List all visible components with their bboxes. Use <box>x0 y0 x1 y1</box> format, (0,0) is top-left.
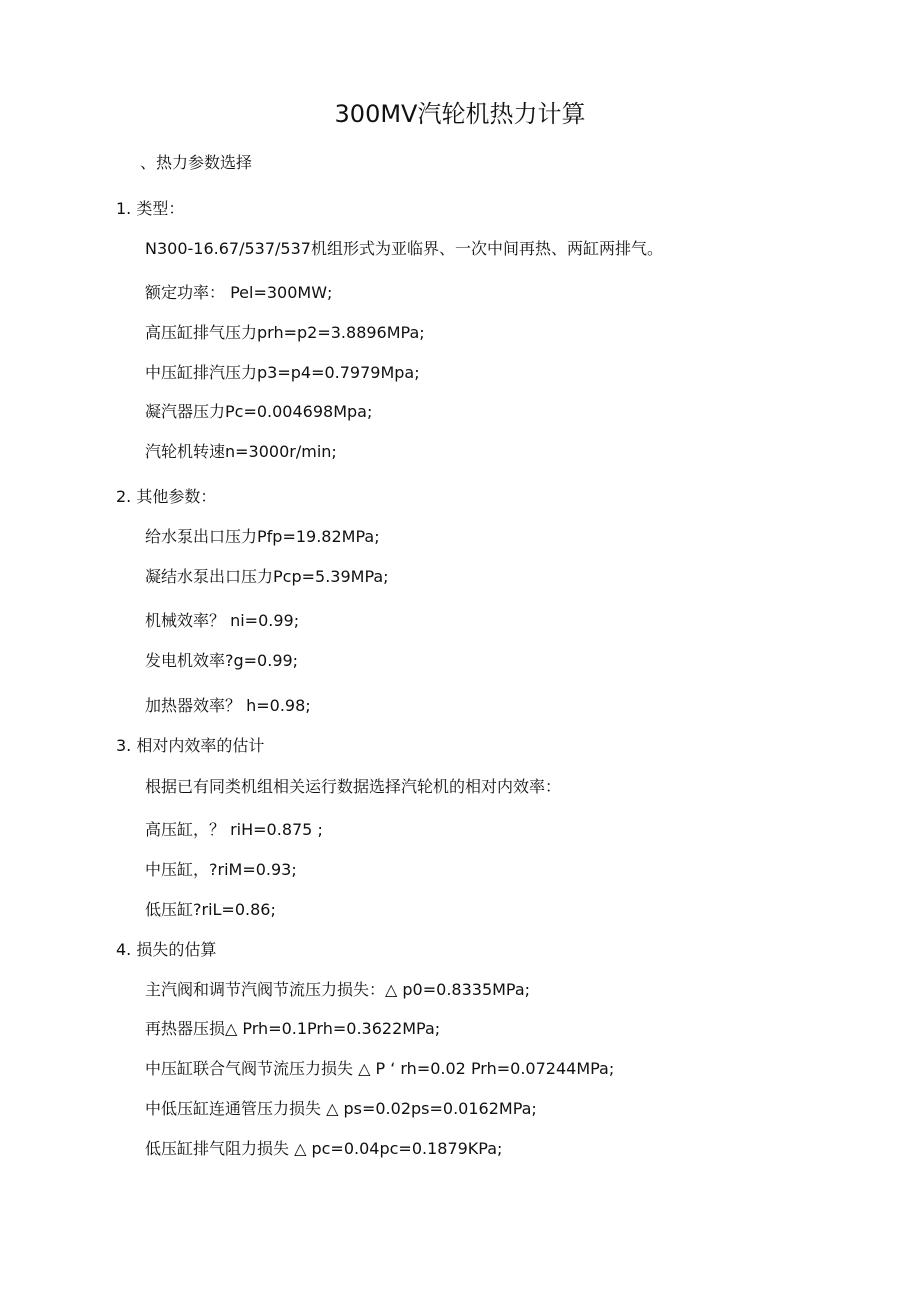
section-heading-other-params: 2. 其他参数： <box>116 487 217 506</box>
body-line: 凝汽器压力Pc=0.004698Mpa; <box>145 402 373 421</box>
body-line: 高压缸排气压力prh=p2=3.8896MPa; <box>145 323 425 342</box>
body-line: 汽轮机转速n=3000r/min; <box>145 442 337 461</box>
body-line: 加热器效率？ h=0.98; <box>145 696 311 715</box>
body-line: 中压缸，?riM=0.93; <box>145 860 297 879</box>
section-heading-type: 1. 类型： <box>116 199 185 218</box>
body-line: 中压缸排汽压力p3=p4=0.7979Mpa; <box>145 363 420 382</box>
section-heading-efficiency: 3. 相对内效率的估计 <box>116 736 265 755</box>
body-line: 再热器压损△ Prh=0.1Prh=0.3622MPa; <box>145 1019 441 1038</box>
body-line: 根据已有同类机组相关运行数据选择汽轮机的相对内效率： <box>145 777 562 796</box>
body-line: 机械效率？ ni=0.99; <box>145 611 300 630</box>
document-title: 300MV汽轮机热力计算 <box>334 100 586 128</box>
body-line: 额定功率： Pel=300MW; <box>145 283 333 302</box>
body-line: 发电机效率?g=0.99; <box>145 651 299 670</box>
document-subtitle: 、热力参数选择 <box>140 153 253 172</box>
body-line: 中压缸联合气阀节流压力损失 △ P ‘ rh=0.02 Prh=0.07244MPa; <box>145 1059 615 1078</box>
body-line: 中低压缸连通管压力损失 △ ps=0.02ps=0.0162MPa; <box>145 1099 537 1118</box>
body-line: 给水泵出口压力Pfp=19.82MPa; <box>145 527 380 546</box>
body-line: 高压缸，？ riH=0.875 ; <box>145 820 323 839</box>
body-line: N300-16.67/537/537机组形式为亚临界、一次中间再热、两缸两排气。 <box>145 239 663 258</box>
body-line: 低压缸?riL=0.86; <box>145 900 276 919</box>
body-line: 低压缸排气阻力损失 △ pc=0.04pc=0.1879KPa; <box>145 1139 503 1158</box>
body-line: 凝结水泵出口压力Pcp=5.39MPa; <box>145 567 389 586</box>
section-heading-losses: 4. 损失的估算 <box>116 940 217 959</box>
body-line: 主汽阀和调节汽阀节流压力损失：△ p0=0.8335MPa; <box>145 980 531 999</box>
